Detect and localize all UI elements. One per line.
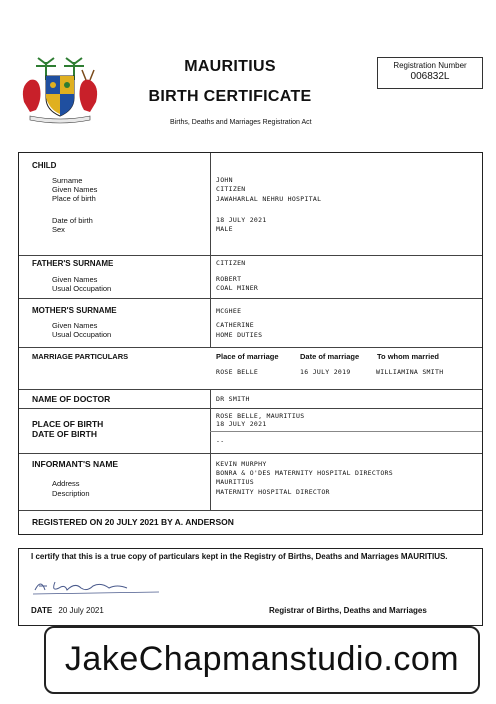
birth-extra-value: -- <box>216 437 225 445</box>
doctor-value: DR SMITH <box>216 395 250 403</box>
divider <box>19 453 482 454</box>
informant-description-value: MATERNITY HOSPITAL DIRECTOR <box>216 488 330 496</box>
certification-box <box>18 548 483 626</box>
father-surname-value: CITIZEN <box>216 259 246 267</box>
informant-name-value: KEVIN MURPHY <box>216 460 267 468</box>
mother-occupation-label: Usual Occupation <box>52 330 112 339</box>
child-given-names-value: CITIZEN <box>216 185 246 193</box>
divider <box>19 408 482 409</box>
marriage-whom-header: To whom married <box>377 352 439 361</box>
marriage-date-header: Date of marriage <box>300 352 360 361</box>
child-place-value: JAWAHARLAL NEHRU HOSPITAL <box>216 195 322 203</box>
registration-box <box>377 57 483 89</box>
mother-given-names-label: Given Names <box>52 321 98 330</box>
date-label: DATE <box>31 606 53 615</box>
birth-place-value: ROSE BELLE, MAURITIUS <box>216 412 305 420</box>
child-sex-label: Sex <box>52 225 65 234</box>
divider <box>19 347 482 348</box>
mother-surname-value: MCGHEE <box>216 307 242 315</box>
birth-date-value: 18 JULY 2021 <box>216 420 267 428</box>
father-given-names-label: Given Names <box>52 275 98 284</box>
date-row <box>31 606 104 615</box>
date-value: 20 July 2021 <box>58 606 104 615</box>
divider <box>210 431 482 432</box>
informant-address2-value: MAURITIUS <box>216 478 254 486</box>
column-divider <box>210 153 211 347</box>
column-divider <box>210 389 211 510</box>
divider <box>19 510 482 511</box>
child-heading: CHILD <box>32 161 57 170</box>
doctor-heading: NAME OF DOCTOR <box>32 394 111 404</box>
coat-of-arms-icon <box>16 52 104 124</box>
signature <box>31 576 161 596</box>
child-place-label: Place of birth <box>52 194 96 203</box>
father-occupation-label: Usual Occupation <box>52 284 112 293</box>
registration-number: 006832L <box>410 71 450 82</box>
child-date-value: 18 JULY 2021 <box>216 216 267 224</box>
registration-label: Registration Number <box>393 61 467 70</box>
father-given-names-value: ROBERT <box>216 275 242 283</box>
marriage-heading: MARRIAGE PARTICULARS <box>32 352 129 361</box>
child-sex-value: MALE <box>216 225 233 233</box>
marriage-whom-value: WILLIAMINA SMITH <box>376 368 444 376</box>
child-given-names-label: Given Names <box>52 185 98 194</box>
divider <box>19 389 482 390</box>
father-occupation-value: COAL MINER <box>216 284 259 292</box>
informant-address1-value: BONRA & O'DES MATERNITY HOSPITAL DIRECTORS <box>216 469 393 477</box>
watermark-banner: JakeChapmanstudio.com <box>44 626 480 694</box>
birth-place-heading: PLACE OF BIRTH <box>32 419 104 429</box>
marriage-place-value: ROSE BELLE <box>216 368 259 376</box>
mother-heading: MOTHER'S SURNAME <box>32 306 117 315</box>
birth-date-heading: DATE OF BIRTH <box>32 429 98 439</box>
act-name: Births, Deaths and Marriages Registration Act <box>170 119 312 126</box>
marriage-date-value: 16 JULY 2019 <box>300 368 351 376</box>
informant-address-label: Address <box>52 479 80 488</box>
title-document: BIRTH CERTIFICATE <box>148 88 312 105</box>
registrar-title: Registrar of Births, Deaths and Marriages <box>269 606 427 615</box>
informant-description-label: Description <box>52 489 90 498</box>
child-surname-label: Surname <box>52 176 83 185</box>
divider <box>19 298 482 299</box>
father-heading: FATHER'S SURNAME <box>32 259 114 268</box>
registered-line: REGISTERED ON 20 JULY 2021 BY A. ANDERSON <box>32 517 234 527</box>
mother-occupation-value: HOME DUTIES <box>216 331 263 339</box>
certification-text: I certify that this is a true copy of particulars kept in the Registry of Births, Deaths and Marriages MAURITIUS. <box>31 552 448 561</box>
informant-heading: INFORMANT'S NAME <box>32 459 119 469</box>
particulars-table <box>18 152 483 535</box>
title-country: MAURITIUS <box>184 58 276 75</box>
marriage-place-header: Place of marriage <box>216 352 279 361</box>
divider <box>19 255 482 256</box>
mother-given-names-value: CATHERINE <box>216 321 254 329</box>
child-surname-value: JOHN <box>216 176 233 184</box>
child-date-label: Date of birth <box>52 216 93 225</box>
